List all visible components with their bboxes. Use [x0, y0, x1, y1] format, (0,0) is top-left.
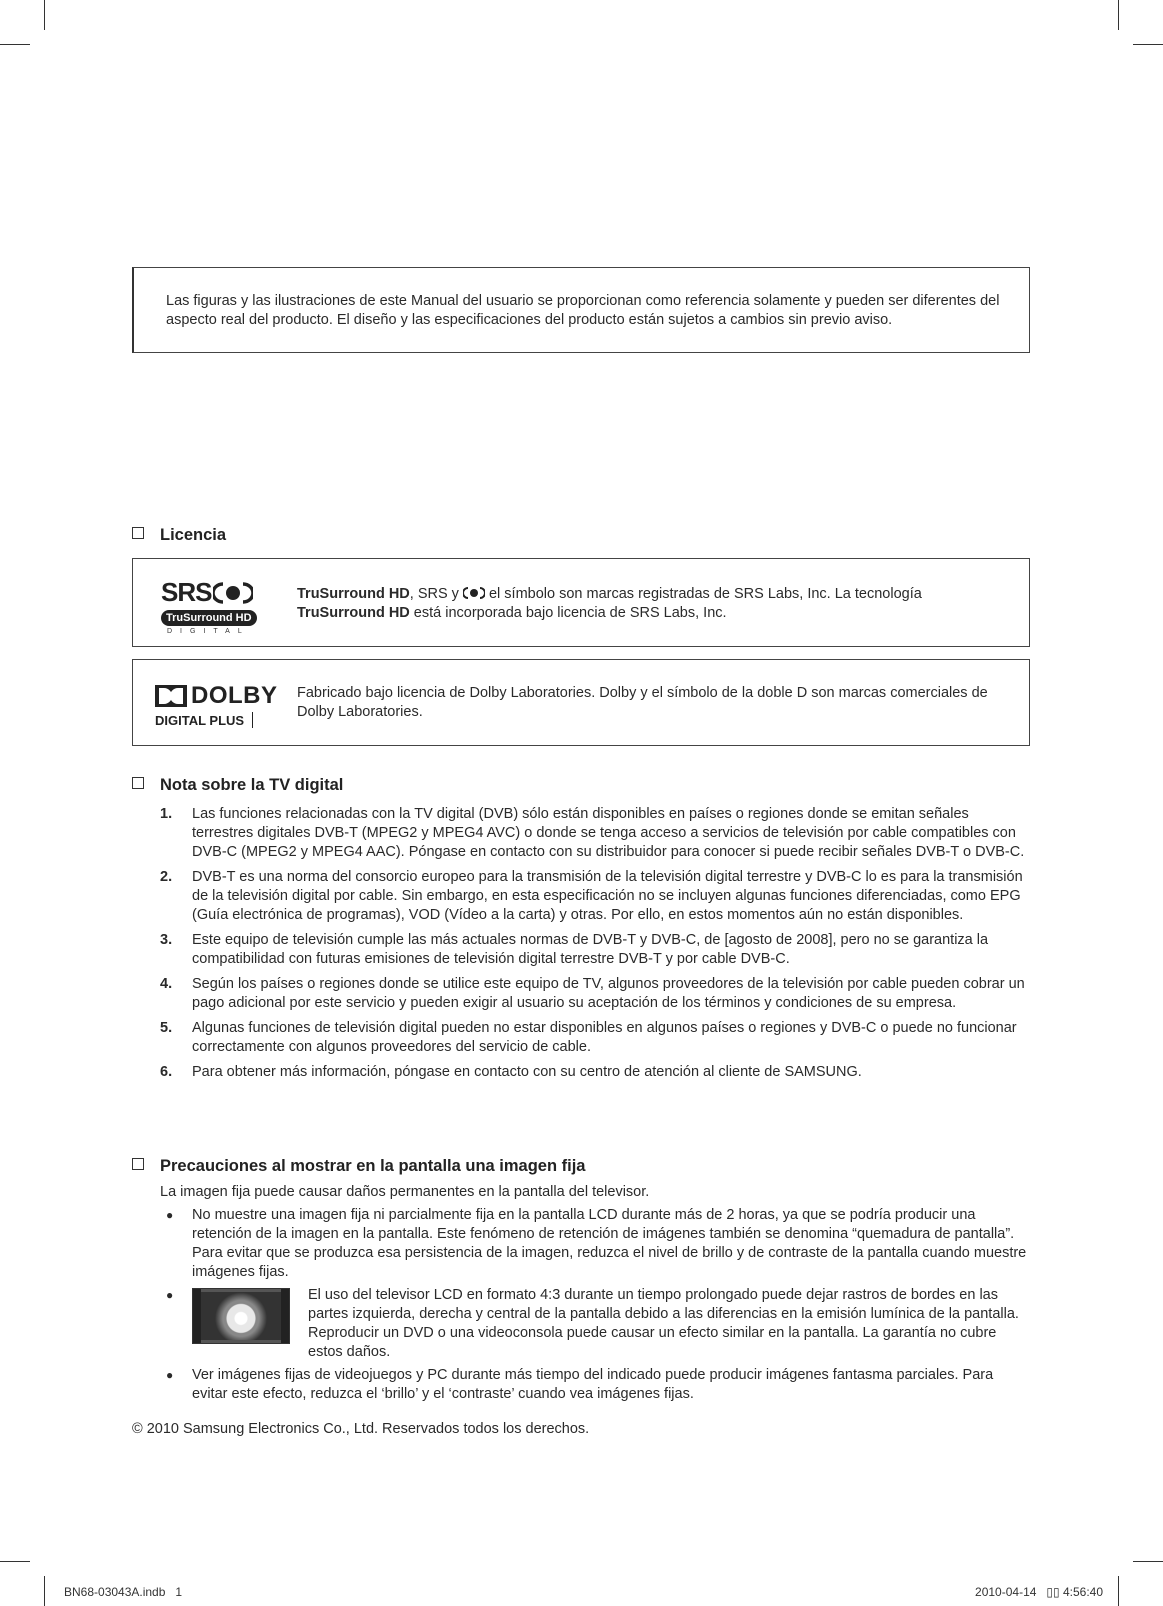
license-heading: Licencia	[132, 526, 226, 545]
still-image-intro: La imagen fija puede causar daños permanentes en la pantalla del televisor.	[160, 1184, 650, 1200]
digital-tv-heading: Nota sobre la TV digital	[132, 776, 343, 795]
srs-logo-badge: TruSurround HD	[161, 610, 257, 626]
disclaimer-text: Las figuras y las ilustraciones de este Manual del usuario se proporcionan como referencia solamente y pueden ser diferentes del aspecto real del producto. El diseño y las especificaciones del producto están sujetos a cambios sin previo aviso.	[166, 293, 1000, 328]
crop-mark	[1133, 1561, 1163, 1562]
dolby-logo-text: DOLBY	[191, 682, 278, 709]
digital-tv-list	[160, 805, 1030, 1088]
srs-logo	[161, 577, 271, 633]
disclaimer-box	[132, 267, 1030, 353]
crop-mark	[44, 0, 45, 30]
list-item: ● No muestre una imagen fija ni parcialmente fija en la pantalla LCD durante más de 2 horas, ya que se podría producir una retención de la imagen en la pantalla. Este fenómeno de retención de imágenes también se denomina “quemadura de pantalla”. Para evitar que se produzca esa persistencia de la imagen, reduzca el nivel de brillo y de contraste de la pantalla cuando muestre imágenes fijas.	[166, 1207, 1027, 1280]
crop-mark	[1118, 0, 1119, 30]
dolby-double-d-icon	[155, 685, 187, 707]
still-image-list	[160, 1183, 1030, 1410]
list-item: 5. Algunas funciones de televisión digital pueden no estar disponibles en algunos países o regiones y DVB-C o puede no funcionar correctamente con algunos proveedores del servicio de cable.	[160, 1020, 1017, 1055]
checkbox-icon	[132, 1158, 144, 1170]
footer-timestamp: 2010-04-14 ▯▯ 4:56:40	[975, 1585, 1103, 1599]
list-item: 4. Según los países o regiones donde se utilice este equipo de TV, algunos proveedores de la televisión por cable pueden cobrar un pago adicional por este servicio y pueden exigir al usuario su aceptación de los términos y condiciones de su empresa.	[160, 976, 1025, 1011]
list-item: 2. DVB-T es una norma del consorcio europeo para la transmisión de la televisión digital terrestre y DVB-C lo es para la transmisión de la televisión digital por cable. Sin embargo, en esta especificación no se incluyen algunas funciones diferenciadas, como EPG (Guía electrónica de programas), VOD (Vídeo a la carta) y otras. Por ello, en estos momentos aún no están disponibles.	[160, 869, 1023, 923]
crop-mark	[1118, 1576, 1119, 1606]
srs-logo-text: SRS	[161, 577, 212, 607]
dolby-logo	[155, 682, 279, 728]
dolby-license-box	[132, 659, 1030, 746]
crop-mark	[44, 1576, 45, 1606]
copyright-text: © 2010 Samsung Electronics Co., Ltd. Reservados todos los derechos.	[132, 1421, 590, 1437]
list-item: 1. Las funciones relacionadas con la TV digital (DVB) sólo están disponibles en países o regiones donde se emitan señales terrestres digitales DVB-T (MPEG2 y MPEG4 AVC) o donde se tenga acceso a servicios de televisión por cable compatibles con DVB-C (MPEG2 y MPEG4 AAC). Póngase en contacto con su distribuidor para conocer si puede recibir señales DVB-T o DVB-C.	[160, 806, 1025, 860]
srs-logo-sub: DIGITAL	[167, 628, 250, 635]
still-image-heading: Precauciones al mostrar en la pantalla una imagen fija	[132, 1157, 586, 1176]
list-item: 6. Para obtener más información, póngase en contacto con su centro de atención al cliente de SAMSUNG.	[160, 1064, 862, 1080]
crop-mark	[1133, 44, 1163, 45]
list-item: ● Ver imágenes fijas de videojuegos y PC durante más tiempo del indicado puede producir imágenes fantasma parciales. Para evitar este efecto, reduzca el ‘brillo’ y el ‘contraste’ cuando vea imágenes fijas.	[166, 1367, 994, 1402]
flower-thumbnail	[192, 1288, 290, 1344]
dolby-license-text: Fabricado bajo licencia de Dolby Laboratories. Dolby y el símbolo de la doble D son marcas comerciales de Dolby Laboratories.	[297, 685, 988, 720]
dolby-logo-bar	[252, 712, 253, 728]
srs-license-box	[132, 558, 1030, 647]
srs-symbol-icon	[463, 587, 485, 599]
dolby-logo-sub: DIGITAL PLUS	[155, 712, 245, 728]
list-item: 3. Este equipo de televisión cumple las más actuales normas de DVB-T y DVB-C, de [agosto de 2008], pero no se garantiza la compatibilidad con futuras emisiones de televisión digital terrestre DVB-T y por cable DVB-C.	[160, 932, 989, 967]
list-item: ● El uso del televisor LCD en formato 4:3 durante un tiempo prolongado puede dejar rastros de bordes en las partes izquierda, derecha y central de la pantalla debido a las diferencias en la emisión lumínica de la pantalla. Reproducir un DVD o una videoconsola puede causar un efecto similar en la pantalla. La garantía no cubre estos daños.	[166, 1287, 1019, 1360]
srs-license-text: TruSurround HD, SRS y el símbolo son marcas registradas de SRS Labs, Inc. La tecnología TruSurround HD está incorporada bajo licencia de SRS Labs, Inc.	[297, 586, 922, 621]
checkbox-icon	[132, 777, 144, 789]
checkbox-icon	[132, 527, 144, 539]
crop-mark	[0, 1561, 30, 1562]
srs-circle-icon	[213, 582, 253, 604]
crop-mark	[0, 44, 30, 45]
footer-file-name: BN68-03043A.indb 1	[64, 1585, 183, 1599]
